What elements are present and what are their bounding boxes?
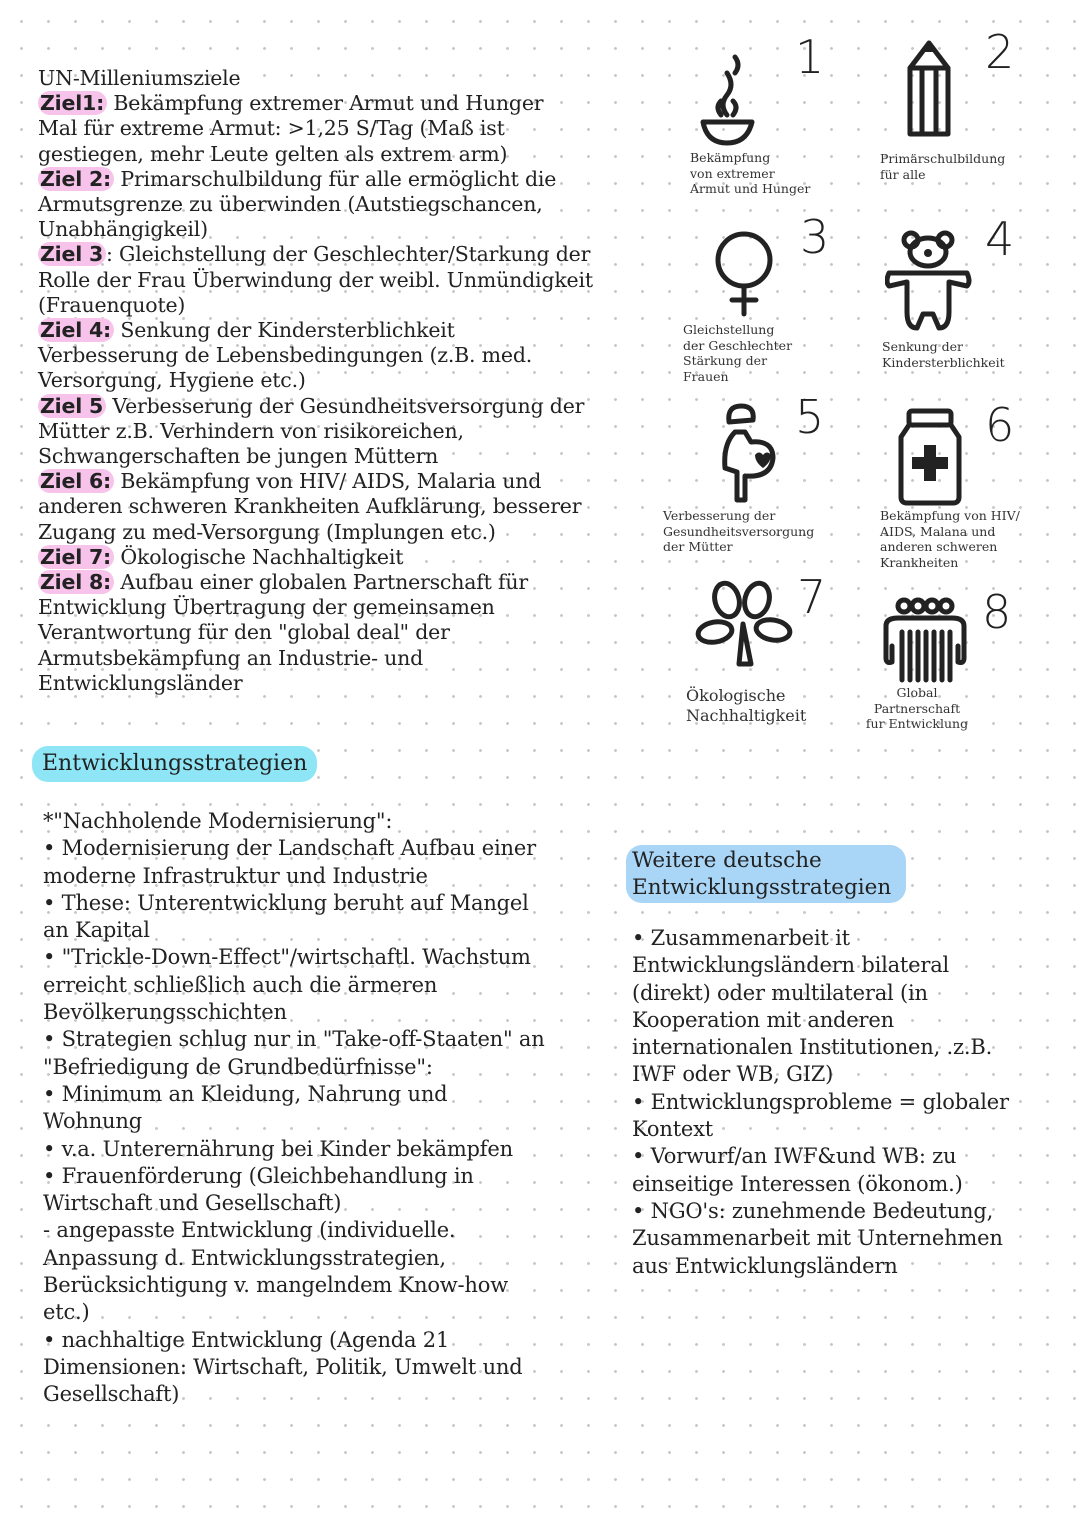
strategy-line: Anpassung d. Entwicklungsstrategien,: [43, 1245, 446, 1270]
goal-number: 4: [985, 212, 1015, 266]
icon-caption: Bekämpfung von HIV/ AIDS, Malana und anderen schweren Krankheiten: [880, 508, 1020, 570]
goal-text: Aufbau einer globalen Partnerschaft für: [120, 570, 528, 595]
strategy-line: "Befriedigung de Grundbedürfnisse":: [43, 1054, 433, 1079]
goal-text: anderen schweren Krankheiten Aufklärung, besserer: [38, 494, 582, 519]
more-strategies-list: [632, 925, 1052, 1280]
strategies-heading: Entwicklungsstrategien: [32, 746, 317, 782]
strategy-line: • Frauenförderung (Gleichbehandlung in: [43, 1163, 474, 1188]
goal-text: Versorgung, Hygiene etc.): [38, 368, 306, 393]
goal-number: 3: [800, 210, 830, 264]
heading-line: Weitere deutsche: [632, 848, 822, 873]
icon-caption: Primärschulbildung für alle: [880, 151, 1006, 182]
goal-tag: Ziel 8:: [38, 570, 114, 594]
goal-text: Primarschulbildung für alle ermöglicht die: [120, 166, 557, 191]
goal-tag: Ziel1:: [38, 91, 107, 115]
goal-text: Rolle der Frau Überwindung der weibl. Unmündigkeit: [38, 267, 593, 292]
strategy-line: • "Trickle-Down-Effect"/wirtschaftl. Wachstum: [43, 945, 531, 970]
goal-text: Unabhängigkeil): [38, 217, 208, 242]
goal-text: Verbesserung der Gesundheitsversorgung der: [112, 393, 585, 418]
strategy-line: Gesellschaft): [43, 1382, 180, 1407]
goal-text: Verantwortung für den "global deal" der: [38, 620, 450, 645]
icon-caption: Ökologische Nachhaltigkeit: [686, 686, 807, 725]
strategy-line: Wohnung: [43, 1109, 142, 1134]
goal-7: [38, 545, 618, 570]
teddy-bear-icon: [885, 228, 975, 336]
more-strategy-line: Kooperation mit anderen: [632, 1007, 894, 1032]
strategy-line: • Strategien schlug nur in "Take-off-Staaten" an: [43, 1027, 545, 1052]
goal-text: Entwicklung Übertragung der gemeinsamen: [38, 595, 495, 620]
more-strategy-line: aus Entwicklungsländern: [632, 1253, 898, 1278]
icon-caption: Verbesserung der Gesundheitsversorgung der Mütter: [663, 508, 815, 554]
goal-3: [38, 242, 618, 318]
more-strategy-line: IWF oder WB, GIZ): [632, 1062, 834, 1087]
goal-text: Armutsbekämpfung an Industrie- und: [38, 645, 424, 670]
goal-text: Mütter z.B. Verhindern von risikoreichen,: [38, 418, 464, 443]
flower-icon: [695, 580, 795, 672]
more-strategy-line: internationalen Institutionen, .z.B.: [632, 1035, 993, 1060]
goal-tag: Ziel 7:: [38, 545, 114, 569]
medicine-jar-icon: [895, 405, 965, 507]
goal-text: Ökologische Nachhaltigkeit: [120, 544, 404, 569]
more-strategy-line: (direkt) oder multilateral (in: [632, 980, 928, 1005]
icon-caption: Bekämpfung von extremer Armut und Hunger: [690, 150, 811, 196]
heading-line: Entwicklungsstrategien: [632, 875, 892, 900]
strategy-line: Wirtschaft und Gesellschaft): [43, 1191, 342, 1216]
goal-text: Verbesserung de Lebensbedingungen (z.B. med.: [38, 343, 533, 368]
strategies-list: [43, 808, 603, 1409]
strategy-line: Berücksichtigung v. mangelndem Know-how: [43, 1273, 508, 1298]
icon-caption: Gleichstellung der Geschlechter Stärkung der Frauen: [683, 322, 793, 384]
goal-text: gestiegen, mehr Leute gelten als extrem arm): [38, 141, 508, 166]
strategy-line: *"Nachholende Modernisierung":: [43, 809, 393, 833]
goal-2: [38, 167, 618, 243]
goal-text: Bekämpfung extremer Armut und Hunger: [113, 91, 544, 116]
goal-number: 8: [982, 585, 1012, 639]
goal-text: (Frauenquote): [38, 292, 186, 317]
goal-tag: Ziel 5: [38, 394, 106, 418]
more-strategy-line: Entwicklungsländern bilateral: [632, 953, 950, 978]
goal-text: Schwangerschaften be jungen Müttern: [38, 444, 439, 469]
goal-text: Zugang zu med-Versorgung (Implungen etc.): [38, 519, 496, 544]
goal-8: [38, 570, 618, 696]
goal-number: 2: [985, 25, 1015, 79]
goal-number: 1: [795, 30, 825, 84]
more-strategy-line: • Zusammenarbeit it: [632, 926, 850, 950]
goal-5: [38, 394, 618, 470]
strategy-line: etc.): [43, 1300, 90, 1325]
strategy-line: Bevölkerungsschichten: [43, 1000, 287, 1025]
millennium-title: UN-Milleniumsziele: [38, 66, 241, 90]
group-of-people-icon: [878, 596, 970, 686]
goal-tag: Ziel 6:: [38, 469, 114, 493]
goal-1: [38, 91, 618, 167]
bowl-icon: [695, 45, 760, 150]
goal-text: Bekämpfung von HIV/ AIDS, Malaria und: [120, 469, 542, 494]
goal-tag: Ziel 4:: [38, 318, 114, 342]
goal-number: 6: [985, 398, 1015, 452]
goal-tag: Ziel 3: [38, 242, 106, 266]
strategy-line: • These: Unterentwicklung beruht auf Mangel: [43, 890, 529, 915]
goal-text: Entwicklungsländer: [38, 670, 243, 695]
strategy-line: • Minimum an Kleidung, Nahrung und: [43, 1081, 448, 1106]
goal-text: Armutsgrenze zu überwinden (Autstiegschancen,: [38, 192, 543, 217]
more-strategy-line: Zusammenarbeit mit Unternehmen: [632, 1226, 1003, 1251]
icon-caption: Global Partnerschaft fur Entwicklung: [865, 685, 969, 731]
more-strategy-line: einseitige Interessen (ökonom.): [632, 1171, 963, 1196]
strategy-line: • v.a. Unterernährung bei Kinder bekämpfen: [43, 1136, 513, 1161]
pencil-icon: [900, 38, 958, 140]
goal-text: Senkung der Kindersterblichkeit: [120, 318, 455, 343]
icon-caption: Senkung der Kindersterblichkeit: [882, 339, 1005, 370]
strategy-line: • Modernisierung der Landschaft Aufbau einer: [43, 836, 536, 861]
more-strategies-heading: [626, 845, 906, 903]
more-strategy-line: • Vorwurf/an IWF&und WB: zu: [632, 1144, 957, 1169]
goal-6: [38, 469, 618, 545]
female-symbol-icon: [710, 228, 778, 320]
strategy-line: • nachhaltige Entwicklung (Agenda 21: [43, 1327, 450, 1352]
strategy-line: Dimensionen: Wirtschaft, Politik, Umwelt und: [43, 1354, 523, 1379]
goal-number: 7: [797, 570, 827, 624]
strategy-line: moderne Infrastruktur und Industrie: [43, 863, 428, 888]
goal-tag: Ziel 2:: [38, 167, 114, 191]
more-strategy-line: • Entwicklungsprobleme = globaler: [632, 1089, 1009, 1114]
strategy-line: erreicht schließlich auch die ärmeren: [43, 972, 438, 997]
goal-text: Mal für extreme Armut: >1,25 S/Tag (Maß ist: [38, 116, 505, 141]
goal-4: [38, 318, 618, 394]
strategy-line: an Kapital: [43, 918, 150, 943]
millennium-goals-section: [38, 66, 618, 696]
goal-number: 5: [795, 390, 825, 444]
more-strategy-line: • NGO's: zunehmende Bedeutung,: [632, 1198, 994, 1223]
strategy-line: - angepasste Entwicklung (individuelle.: [43, 1218, 456, 1243]
pregnant-woman-icon: [715, 400, 780, 508]
more-strategy-line: Kontext: [632, 1117, 714, 1142]
goal-text: : Gleichstellung der Geschlechter/Starkung der: [106, 242, 591, 267]
